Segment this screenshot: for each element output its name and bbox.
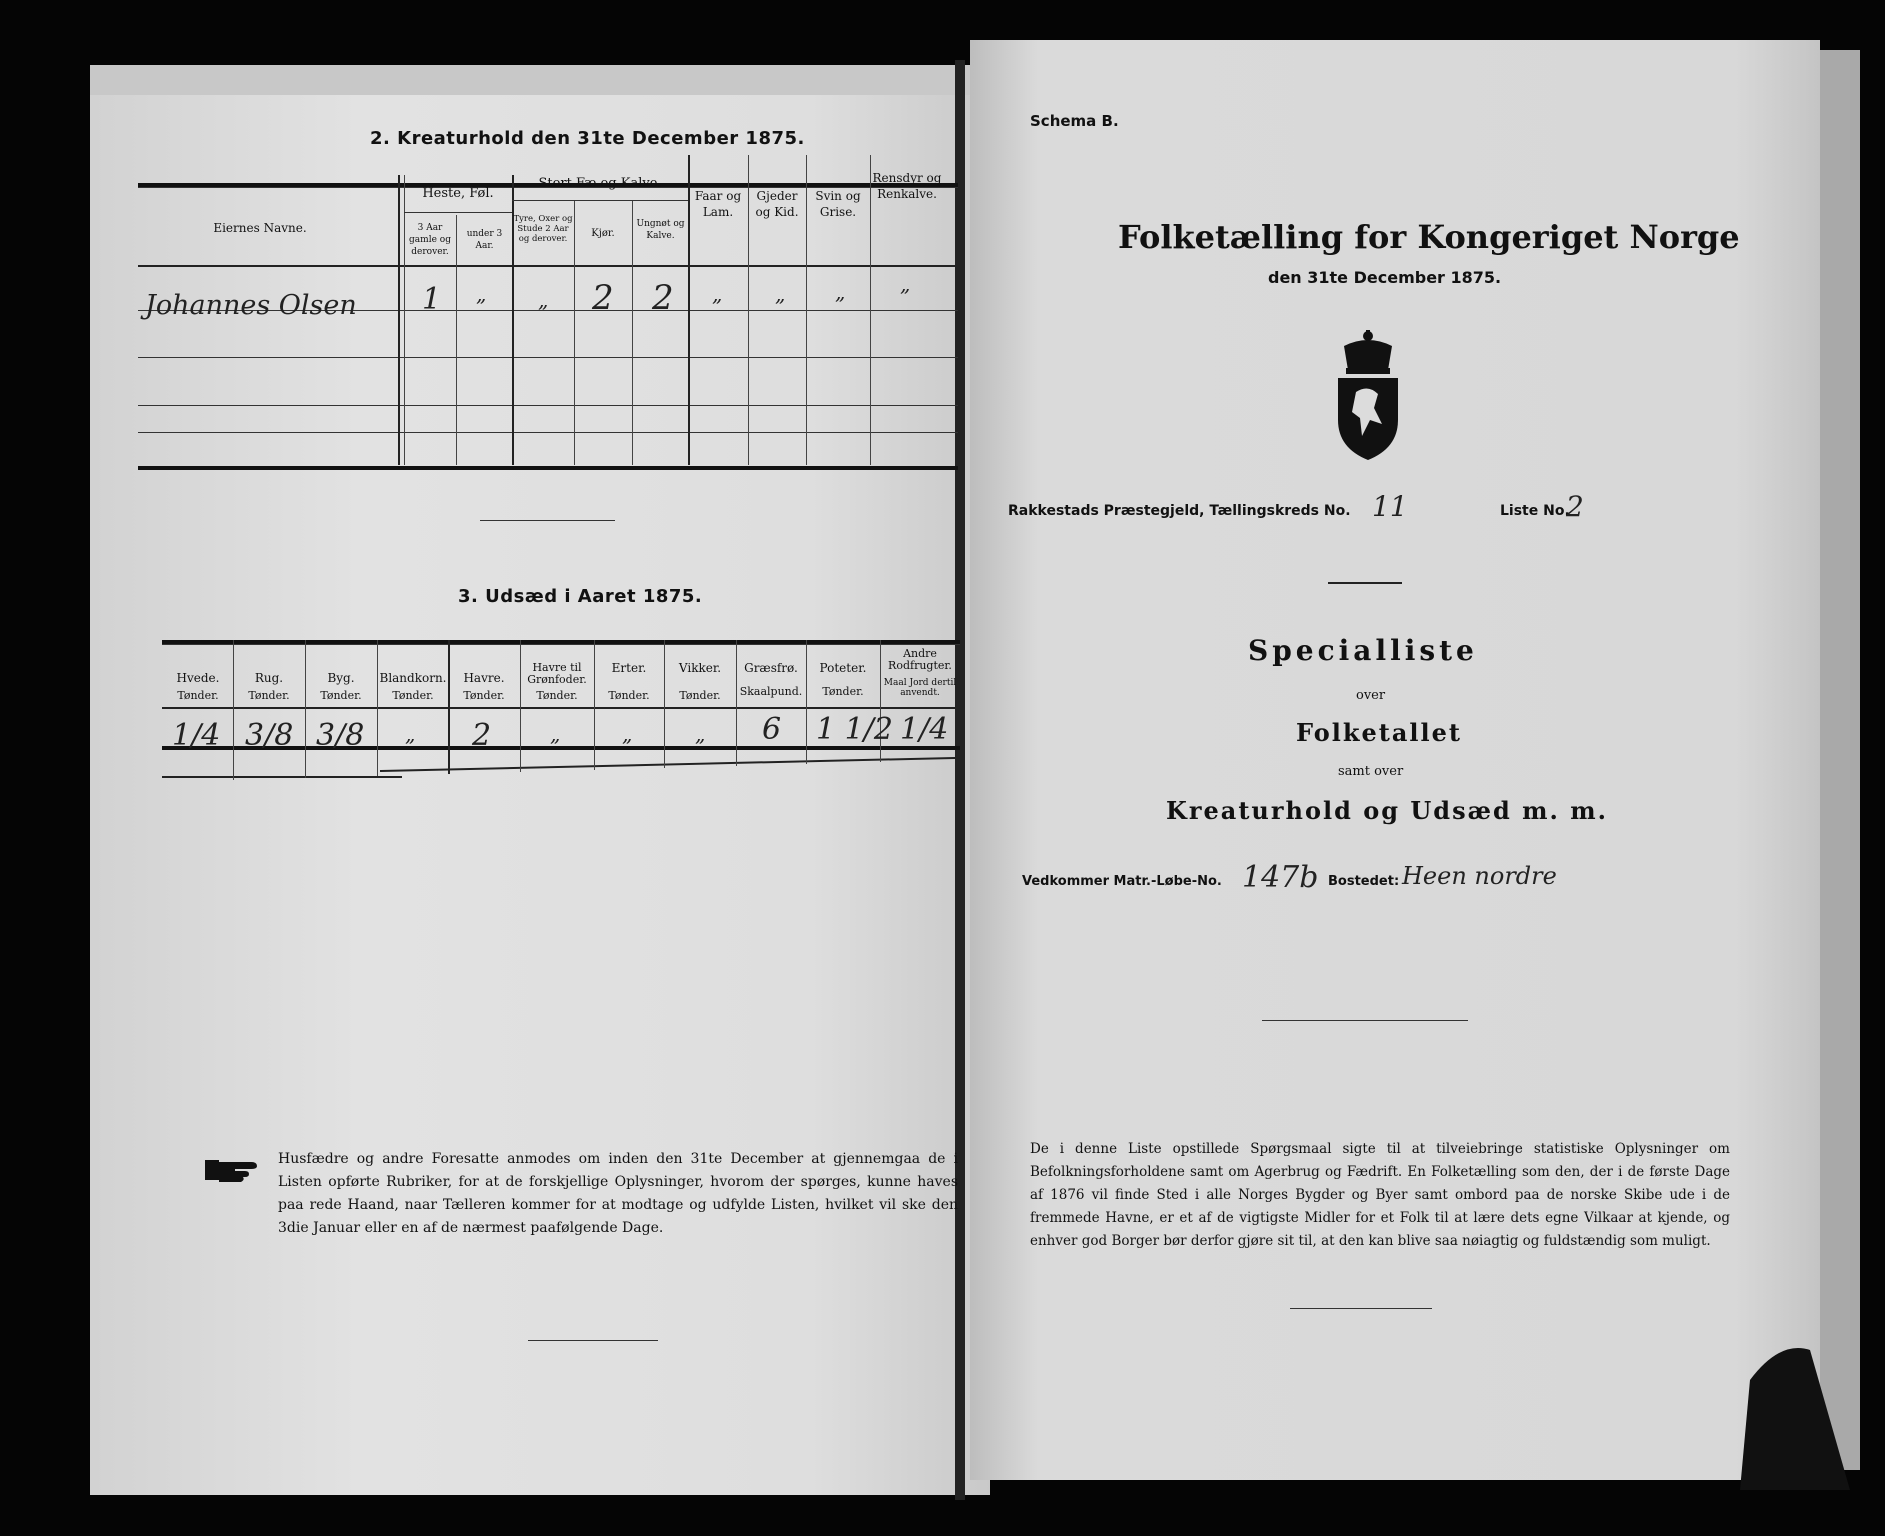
bottom-separator: [528, 1340, 658, 1341]
livestock-value: „: [900, 272, 911, 296]
sow-value: 6: [762, 712, 782, 747]
table-header-rule: [138, 265, 958, 267]
sow-header-name: Poteter.: [819, 661, 867, 675]
table-bottom-rule: [138, 466, 958, 470]
right-page: [970, 40, 1820, 1480]
col-faar-header: Faar og Lam.: [694, 189, 742, 219]
table-row-rule: [138, 405, 958, 406]
sow-header-name: Blandkorn.: [379, 671, 447, 685]
col-gjeder-header: Gjeder og Kid.: [755, 189, 799, 219]
sowing-col-rule: [305, 640, 306, 778]
sow-header-unit: Tønder.: [679, 689, 721, 702]
sow-value: „: [622, 722, 633, 746]
sow-header-name: Erter.: [611, 661, 647, 675]
sow-value: „: [405, 722, 416, 746]
sow-header-unit: Skaalpund.: [739, 685, 803, 698]
bostedet-value: Heen nordre: [1402, 862, 1557, 890]
col-heste-a-header: 3 Aar gamle og derover.: [409, 223, 451, 257]
table-row-rule: [138, 432, 958, 433]
col-stort-c-header: Ungnøt og Kalve.: [636, 219, 685, 241]
livestock-value: „: [775, 282, 786, 306]
right-separator: [1262, 1020, 1468, 1021]
over-text: over: [1356, 688, 1386, 703]
sow-value: 1 1/2: [816, 712, 893, 747]
sow-header-unit: Tønder.: [177, 689, 219, 702]
samt-over-text: samt over: [1338, 764, 1404, 779]
liste-number: 2: [1566, 490, 1584, 523]
section2-title: 2. Kreaturhold den 31te December 1875.: [370, 128, 805, 149]
matr-label: Vedkommer Matr.-Løbe-No.: [1022, 874, 1222, 889]
sow-value: 1/4: [900, 712, 949, 747]
sow-header-unit: Tønder.: [320, 689, 362, 702]
col-stort-b-header: Kjør.: [591, 228, 615, 239]
livestock-value: „: [835, 280, 846, 304]
sowing-col-rule: [736, 640, 737, 766]
livestock-value: „: [712, 282, 723, 306]
instruction-paragraph: De i denne Liste opstillede Spørgsmaal sigte til at tilveiebringe statistiske Oplysninger om Befolkningsforholdene samt om Agerbrug og Fædrift. En Folketælling som den, der i de første Dage af 1876 vil finde Sted i alle Norges Bygder og Byer samt ombord paa de norske Skibe ude i de fremmede Havne, er et af de vigtigste Midler for et Folk til at lære dets egne Vilkaar at kjende, og enhver god Borger bør derfor gjøre sit til, at den kan blive saa nøiagtig og fuldstændig som muligt.: [1030, 1141, 1730, 1249]
sow-header-name: Havre til Grønfoder.: [527, 661, 587, 686]
sow-header-name: Græsfrø.: [744, 661, 798, 675]
right-separator: [1328, 582, 1402, 584]
sowing-header-rule: [162, 707, 960, 709]
bostedet-label: Bostedet:: [1328, 874, 1400, 889]
livestock-value: „: [476, 282, 487, 306]
folketallet-heading: Folketallet: [1296, 718, 1462, 747]
table-subheader-rule: [512, 200, 688, 201]
sow-header-name: Byg.: [327, 671, 355, 685]
table-row-rule: [138, 357, 958, 358]
table-subheader-rule: [404, 212, 512, 213]
livestock-value: 2: [592, 278, 614, 318]
sowing-col-rule: [664, 640, 665, 768]
sow-value: 1/4: [172, 718, 221, 753]
page-corner: [1740, 1340, 1860, 1490]
census-title: Folketælling for Kongeriget Norge: [1118, 218, 1740, 256]
sow-value: „: [550, 722, 561, 746]
right-bottom-separator: [1290, 1308, 1432, 1309]
sow-header-unit: Tønder.: [392, 689, 434, 702]
sowing-table-top-inner: [162, 644, 960, 645]
sow-header-unit: Tønder.: [822, 685, 864, 698]
sow-header-name: Havre.: [463, 671, 505, 685]
sow-value: „: [695, 722, 706, 746]
col-rensdyr-header: Rensdyr og Renkalve.: [872, 171, 942, 201]
pointing-hand-icon: [205, 1156, 265, 1184]
col-owner-header: Eiernes Navne.: [213, 221, 307, 235]
coat-of-arms-icon: [1330, 328, 1406, 462]
section-separator: [480, 520, 615, 521]
sow-header-unit: Tønder.: [248, 689, 290, 702]
table-col-rule: [404, 175, 405, 465]
sow-value: 3/8: [245, 718, 294, 753]
sow-header-unit: Tønder.: [608, 689, 650, 702]
table-col-rule: [398, 175, 400, 465]
sow-header-name: Rug.: [254, 671, 284, 685]
sowing-bottom-rule-2: [162, 776, 402, 778]
schema-label: Schema B.: [1030, 112, 1119, 130]
sow-value: 2: [472, 718, 492, 753]
livestock-value: 2: [652, 278, 674, 318]
sowing-col-rule: [233, 640, 234, 780]
sowing-col-rule: [377, 640, 378, 776]
sowing-col-rule: [806, 640, 807, 764]
notice-text: Husfædre og andre Foresatte anmodes om inden den 31te December at gjennemgaa de i Listen opførte Rubriker, for at de forskjellige Oplysninger, hvorom der spørges, kunne haves paa rede Haand, naar Tælleren kommer for at modtage og udfylde Listen, hvilket vil ske den 3die Januar eller en af de nærmest paafølgende Dage.: [278, 1151, 958, 1236]
col-svin-header: Svin og Grise.: [815, 189, 861, 219]
matr-number: 147b: [1242, 860, 1319, 895]
sowing-col-rule: [594, 640, 595, 770]
sow-header-name: Vikker.: [678, 661, 722, 675]
col-heste-b-header: under 3 Aar.: [466, 229, 503, 251]
sow-header-unit: Tønder.: [463, 689, 505, 702]
sowing-col-rule: [520, 640, 521, 772]
kreaturhold-heading: Kreaturhold og Udsæd m. m.: [1166, 796, 1608, 825]
col-stort-a-header: Tyre, Oxer og Stude 2 Aar og derover.: [513, 214, 573, 244]
col-stort-header: Stort Fæ og Kalve.: [538, 176, 662, 191]
sowing-col-rule: [448, 640, 450, 774]
kreds-number: 11: [1372, 490, 1408, 523]
table-col-rule: [456, 215, 457, 465]
parish-label: Rakkestads Præstegjeld, Tællingskreds No.: [1008, 503, 1351, 519]
col-heste-header: Heste, Føl.: [422, 186, 494, 201]
sow-value: 3/8: [316, 718, 365, 753]
sow-header-name: Andre Rodfrugter.: [888, 647, 952, 672]
owner-name: Johannes Olsen: [145, 290, 357, 321]
sow-header-unit: Tønder.: [536, 689, 578, 702]
census-subtitle: den 31te December 1875.: [1268, 268, 1502, 287]
specialliste-heading: Specialliste: [1248, 634, 1478, 667]
section3-title: 3. Udsæd i Aaret 1875.: [458, 586, 703, 607]
sow-header-name: Hvede.: [176, 671, 220, 685]
liste-label: Liste No.: [1500, 503, 1570, 519]
livestock-value: „: [538, 288, 549, 312]
livestock-value: 1: [422, 282, 442, 317]
sow-header-unit: Maal Jord dertil anvendt.: [883, 678, 957, 698]
book-spine: [955, 60, 965, 1500]
